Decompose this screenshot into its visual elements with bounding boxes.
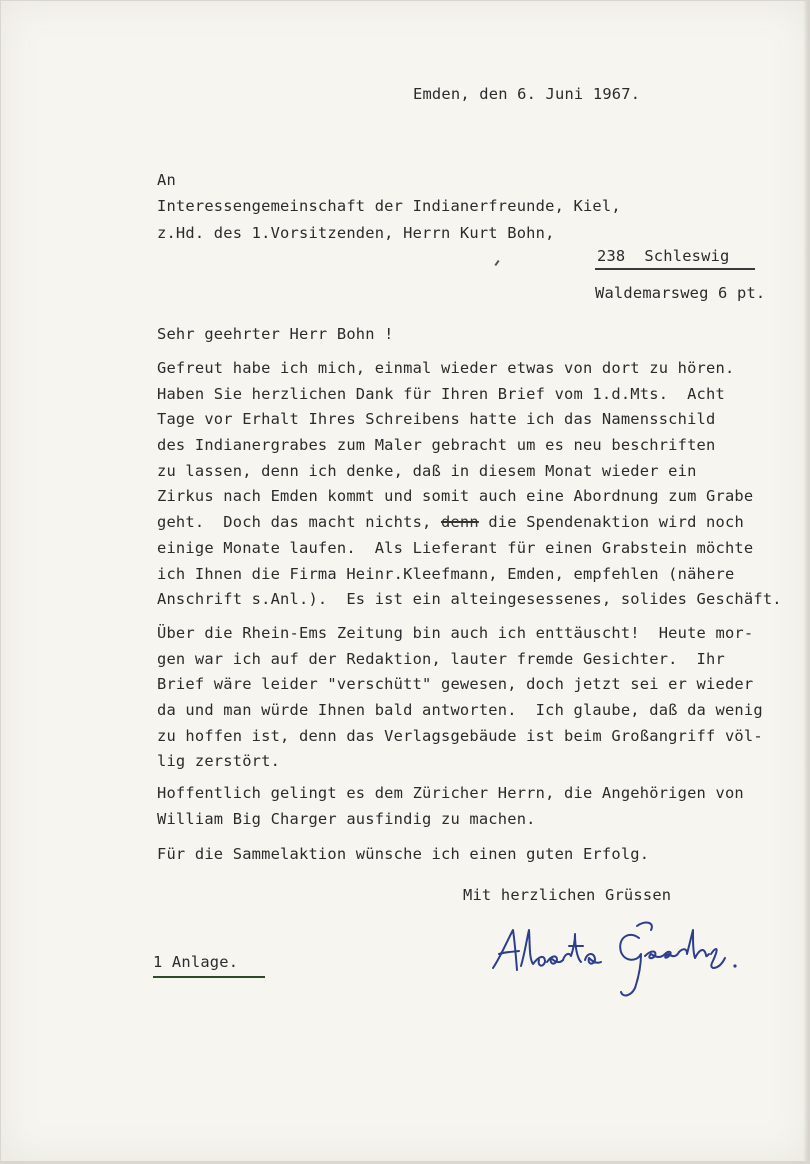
text-line: Zirkus nach Emden kommt und somit auch eine Abordnung zum Grabe <box>157 487 754 506</box>
text-line: ich Ihnen die Firma Heinr.Kleefmann, Emden, empfehlen (nähere <box>157 564 735 583</box>
text-line: Anschrift s.Anl.). Es ist ein alteingesessenes, solides Geschäft. <box>157 590 782 609</box>
struck-word: denn <box>440 513 479 532</box>
text-line: lig zerstört. <box>157 752 281 771</box>
closing: Mit herzlichen Grüssen <box>463 886 672 904</box>
text-line: da und man würde Ihnen bald antworten. Ich glaube, daß da wenig <box>157 701 763 720</box>
city-underline <box>595 268 755 270</box>
text-line: Gefreut habe ich mich, einmal wieder etwas von dort zu hören. <box>157 359 735 377</box>
text-segment: die Spendenaktion wird noch <box>478 513 744 532</box>
text-line: Für die Sammelaktion wünsche ich einen guten Erfolg. <box>157 845 650 863</box>
recipient-organization: Interessengemeinschaft der Indianerfreunde, Kiel, <box>157 197 621 215</box>
enclosure-underline <box>153 976 265 978</box>
letter-page <box>1 1 809 1161</box>
paragraph-1 <box>157 356 807 613</box>
paragraph-3 <box>157 781 807 832</box>
paragraph-2 <box>157 621 807 775</box>
text-line: Brief wäre leider "verschütt" gewesen, doch jetzt sei er wieder <box>157 675 754 694</box>
recipient-prefix: An <box>157 171 176 189</box>
letter-date: Emden, den 6. Juni 1967. <box>413 85 641 103</box>
text-line: einige Monate laufen. Als Lieferant für einen Grabstein möchte <box>157 538 754 557</box>
text-line: Haben Sie herzlichen Dank für Ihren Brief vom 1.d.Mts. Acht <box>157 384 725 403</box>
text-line <box>157 510 807 536</box>
text-line: William Big Charger ausfindig zu machen. <box>157 809 536 828</box>
text-line: gen war ich auf der Redaktion, lauter fremde Gesichter. Ihr <box>157 649 725 668</box>
text-line: Tage vor Erhalt Ihres Schreibens hatte ich das Namensschild <box>157 410 716 429</box>
recipient-street: Waldemarsweg 6 pt. <box>595 284 766 302</box>
enclosure-note: 1 Anlage. <box>153 953 239 971</box>
salutation: Sehr geehrter Herr Bohn ! <box>157 325 394 343</box>
paragraph-4 <box>157 842 807 868</box>
text-line: Hoffentlich gelingt es dem Züricher Herrn, die Angehörigen von <box>157 784 744 802</box>
handwritten-signature <box>489 916 759 1006</box>
text-line: des Indianergrabes zum Maler gebracht um es neu beschriften <box>157 436 716 455</box>
text-line: Über die Rhein-Ems Zeitung bin auch ich enttäuscht! Heute mor- <box>157 624 754 642</box>
recipient-attention: z.Hd. des 1.Vorsitzenden, Herrn Kurt Bohn, <box>157 224 555 242</box>
recipient-city: 238 Schleswig <box>597 247 730 265</box>
text-line: zu hoffen ist, denn das Verlagsgebäude ist beim Großangriff völ- <box>157 726 763 745</box>
ink-mark <box>494 260 499 266</box>
text-segment: geht. Doch das macht nichts, <box>157 513 441 532</box>
text-line: zu lassen, denn ich denke, daß in diesem Monat wieder ein <box>157 461 697 480</box>
